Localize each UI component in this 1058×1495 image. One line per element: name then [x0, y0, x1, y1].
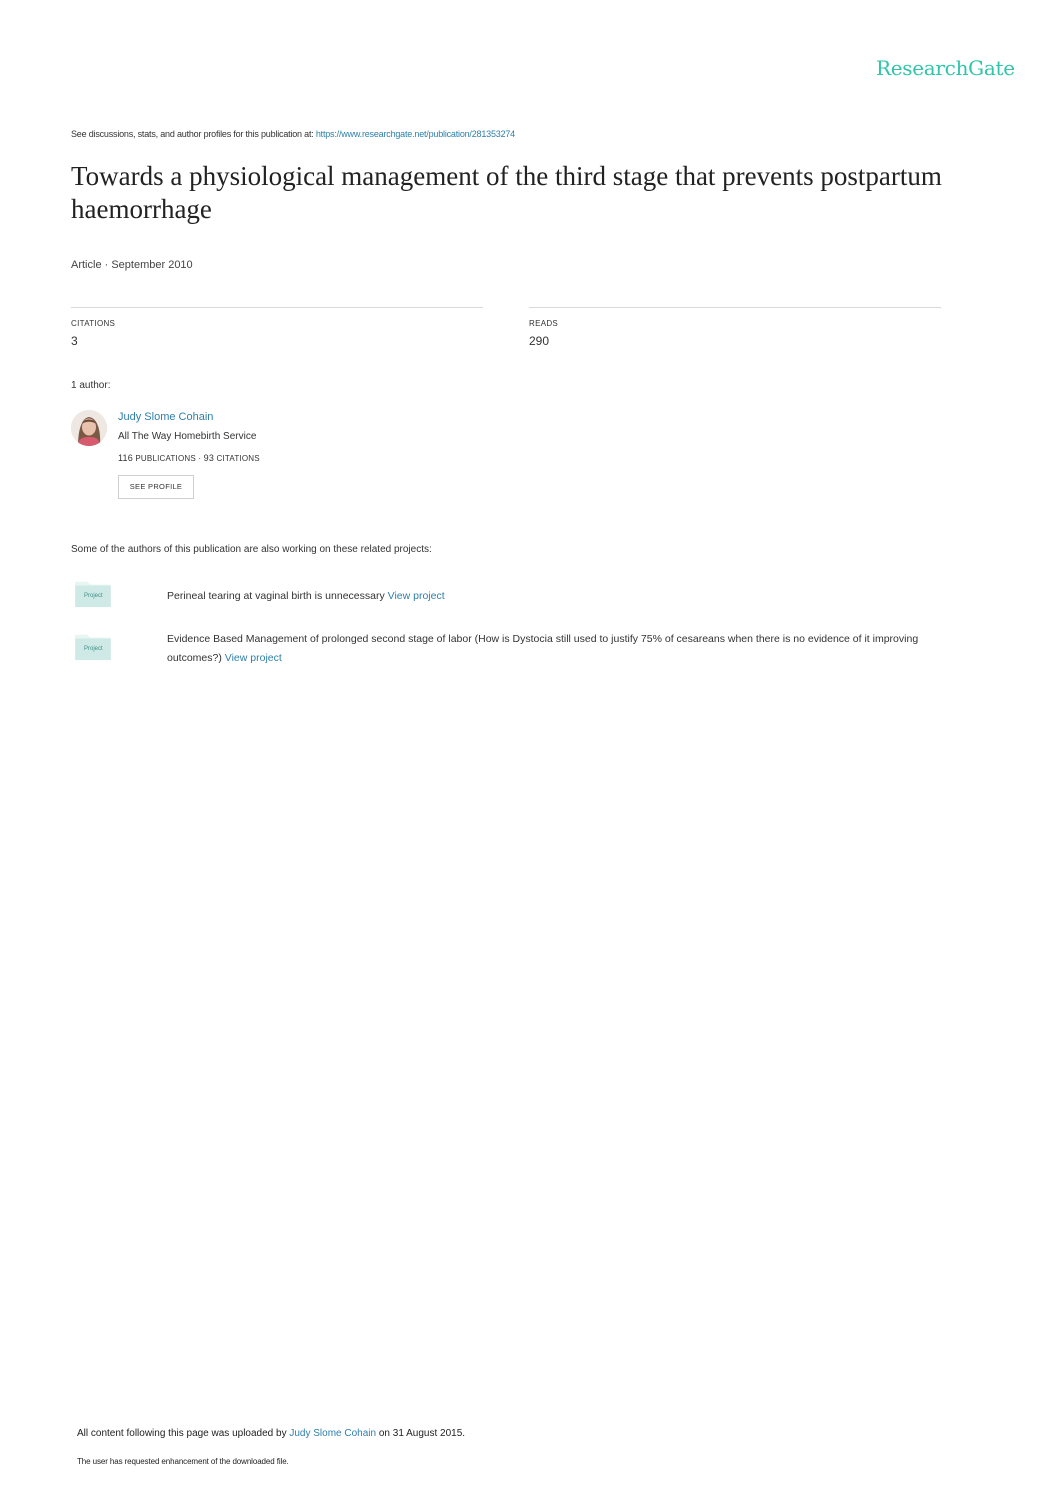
- upload-notice: [77, 1428, 465, 1439]
- project-item: [167, 587, 967, 606]
- project-icon-label: Project: [84, 593, 103, 599]
- researchgate-logo[interactable]: ResearchGate: [876, 56, 1015, 80]
- author-citations-label: CITATIONS: [216, 454, 260, 463]
- project-folder-icon[interactable]: [74, 578, 112, 613]
- article-title: Towards a physiological management of the third stage that prevents postpartum haemorrhage: [71, 161, 942, 224]
- view-project-link[interactable]: View project: [224, 652, 282, 664]
- upload-prefix: All content following this page was uploaded by: [77, 1428, 290, 1439]
- author-citations-count: 93: [203, 453, 215, 463]
- upload-suffix: on 31 August 2015.: [376, 1428, 466, 1439]
- see-discussions-text: See discussions, stats, and author profiles for this publication at:: [71, 129, 316, 139]
- reads-divider: [529, 307, 941, 308]
- project-title: Evidence Based Management of prolonged second stage of labor (How is Dystocia still used to justify 75% of cesareans when there is no evidence of it improving outcomes?): [167, 633, 919, 664]
- view-project-link[interactable]: View project: [387, 590, 445, 602]
- project-item: [167, 630, 967, 668]
- uploader-link[interactable]: Judy Slome Cohain: [289, 1428, 377, 1439]
- author-publications-count: 116: [118, 453, 133, 463]
- author-stats: [118, 453, 260, 463]
- author-institution: All The Way Homebirth Service: [118, 431, 257, 442]
- citations-value: 3: [71, 334, 78, 348]
- reads-value: 290: [529, 334, 550, 348]
- author-name-link[interactable]: Judy Slome Cohain: [118, 411, 214, 423]
- author-stats-separator: ·: [198, 454, 202, 463]
- authors-label: 1 author:: [71, 380, 111, 391]
- citations-divider: [71, 307, 483, 308]
- project-title: Perineal tearing at vaginal birth is unnecessary: [167, 590, 388, 602]
- see-profile-button[interactable]: SEE PROFILE: [118, 475, 194, 499]
- related-projects-intro: Some of the authors of this publication are also working on these related projects:: [71, 544, 432, 555]
- reads-label: READS: [529, 319, 559, 328]
- citations-label: CITATIONS: [71, 319, 116, 328]
- article-type-date: Article · September 2010: [71, 259, 193, 271]
- person-icon: [71, 410, 107, 446]
- author-avatar[interactable]: [71, 410, 107, 446]
- project-icon-label: Project: [84, 646, 103, 652]
- see-discussions-line: [71, 129, 515, 139]
- project-folder-icon[interactable]: [74, 631, 112, 666]
- enhancement-note: The user has requested enhancement of the downloaded file.: [77, 1457, 289, 1466]
- author-publications-label: PUBLICATIONS: [135, 454, 196, 463]
- publication-url-link[interactable]: https://www.researchgate.net/publication/281353274: [315, 129, 515, 139]
